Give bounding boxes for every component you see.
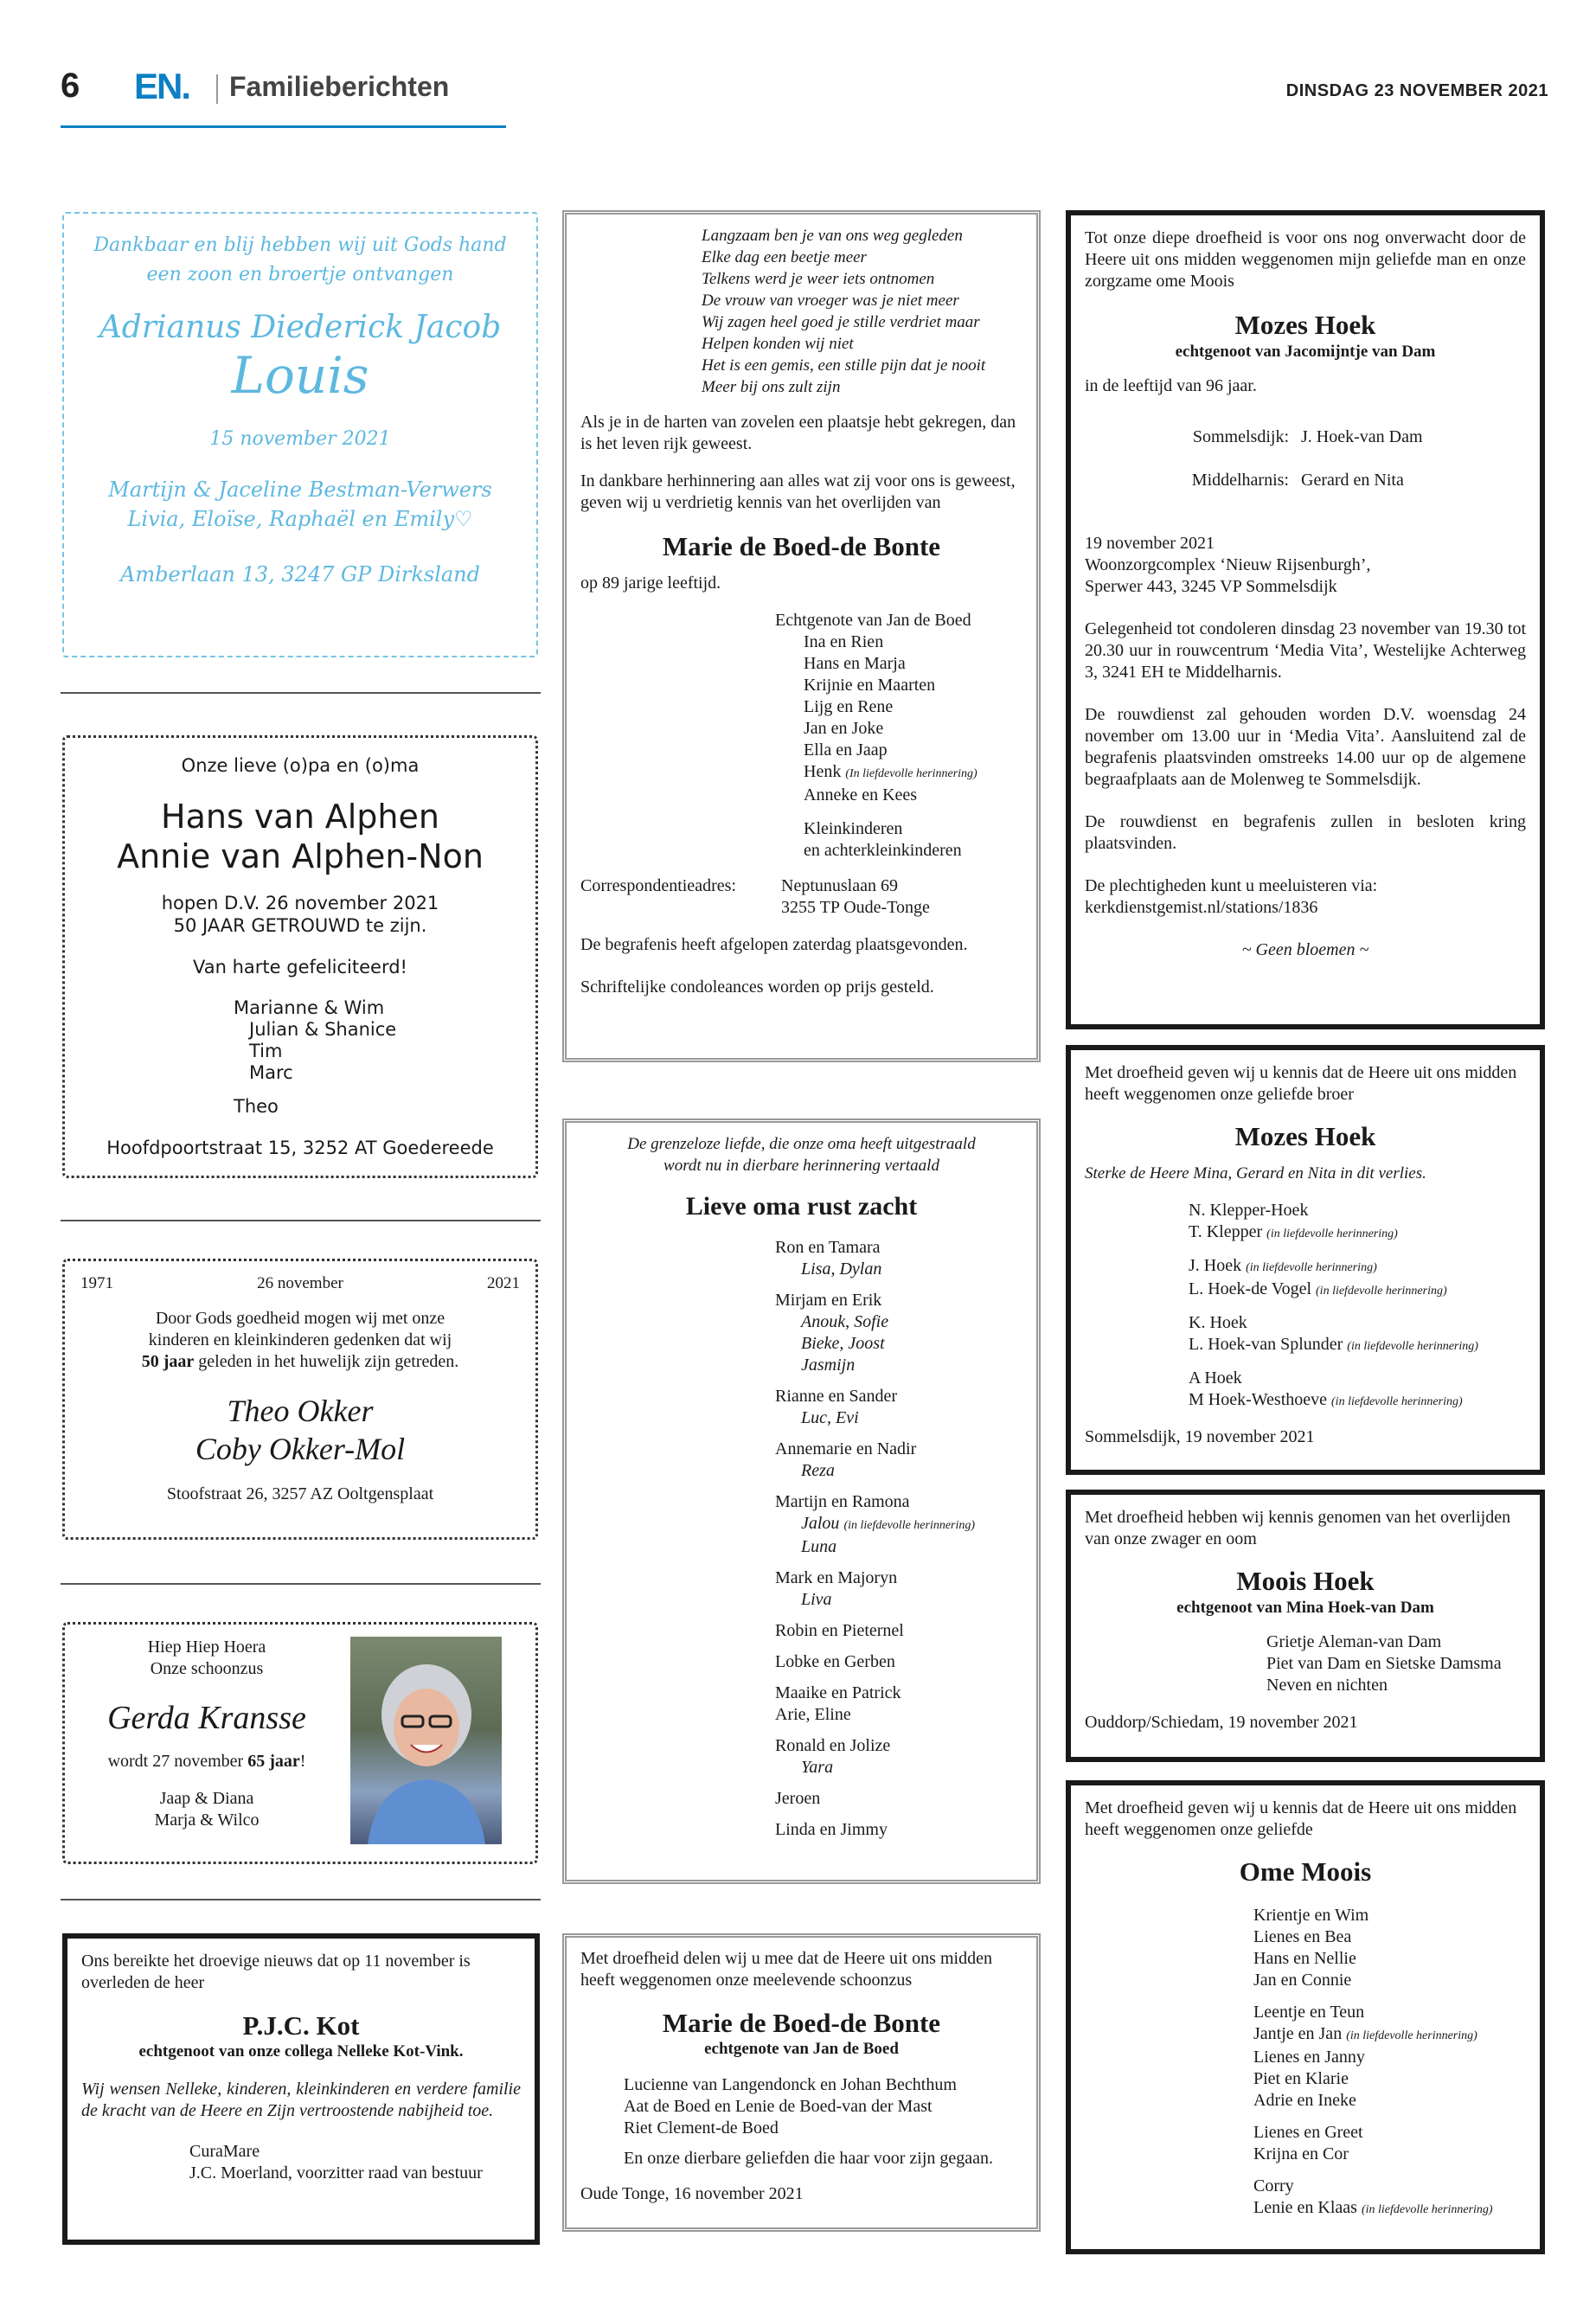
mozes-family-row — [1085, 470, 1526, 491]
family-line: Lienes en Janny — [1253, 2048, 1365, 2067]
family-couple: Mark en Majoryn — [775, 1568, 898, 1587]
birth-siblings: Livia, Eloïse, Raphaël en Emily♡ — [127, 507, 473, 531]
family-name: M Hoek-Westhoeve — [1189, 1390, 1328, 1409]
mozes2-sterkte: Sterke de Heere Mina, Gerard en Nita in dit verlies. — [1085, 1164, 1426, 1183]
memory-note: (in liefdevolle herinnering) — [843, 1519, 976, 1532]
okker-name1: Theo Okker — [227, 1394, 374, 1428]
kot-wish: Wij wensen Nelleke, kinderen, kleinkinderen en verdere familie de kracht van de Heere en Zijn vertroostende nabijheid toe. — [81, 2080, 521, 2120]
mozes2-name: Mozes Hoek — [1234, 1121, 1376, 1151]
family-line: Piet en Klarie — [1253, 2069, 1349, 2088]
deboed-condolences: Schriftelijke condoleances worden op prijs gesteld. — [580, 977, 934, 997]
column-divider — [61, 692, 541, 694]
family-line — [1189, 1221, 1526, 1245]
memory-note: (in liefdevolle herinnering) — [1361, 2203, 1493, 2216]
deboed-name: Marie de Boed-de Bonte — [662, 531, 941, 561]
family-line — [1253, 2023, 1526, 2047]
header-divider — [216, 74, 218, 104]
anniversary-line1: hopen D.V. 26 november 2021 — [161, 893, 439, 913]
birthday-line2: Onze schoonzus — [150, 1659, 264, 1678]
family-line — [1189, 1312, 1526, 1334]
deboed2-family — [624, 2074, 1022, 2170]
header-rule — [61, 125, 506, 128]
family-name: J. Hoek — [1189, 1256, 1242, 1275]
mozes-name: Mozes Hoek — [1234, 310, 1376, 340]
family-member: Theo — [234, 1096, 279, 1117]
kid-jalou: Jalou — [801, 1514, 840, 1533]
moois-family — [1266, 1631, 1526, 1696]
family-line: Aat de Boed en Lenie de Boed-van der Mast — [624, 2097, 933, 2116]
family-line: Neven en nichten — [1266, 1676, 1388, 1695]
family-couple: Rianne en Sander — [775, 1387, 898, 1406]
okker-text3-rest: geleden in het huwelijk zijn getreden. — [194, 1352, 459, 1371]
family-couple: Robin en Pieternel — [775, 1621, 904, 1640]
age-post: ! — [299, 1752, 306, 1771]
memory-note: (in liefdevolle herinnering) — [1246, 1261, 1377, 1274]
oma-title: Lieve oma rust zacht — [685, 1192, 918, 1221]
anniversary-okker — [62, 1259, 538, 1540]
deboed2-name: Marie de Boed-de Bonte — [662, 2008, 941, 2038]
child — [804, 761, 1022, 785]
memory-note: (In liefdevolle herinnering) — [845, 767, 977, 780]
birthday-age — [77, 1751, 337, 1772]
anniversary-name2: Annie van Alphen-Non — [117, 837, 484, 875]
poem-line: Meer bij ons zult zijn — [702, 378, 841, 396]
notice-de-boed — [562, 210, 1041, 1062]
child: Jan en Joke — [804, 719, 884, 738]
kot-sub: echtgenoot van onze collega Nelleke Kot-Vink. — [138, 2042, 464, 2061]
birth-announcement — [62, 212, 538, 657]
memory-note: (in liefdevolle herinnering) — [1347, 1340, 1478, 1353]
anniversary-family — [234, 997, 518, 1084]
family-kids: Lisa, Dylan — [801, 1259, 882, 1279]
mozes-address — [1085, 533, 1526, 598]
birthday-name: Gerda Kransse — [107, 1700, 306, 1736]
notice-mozes-hoek — [1066, 210, 1545, 1029]
family-kids: Jasmijn — [801, 1356, 856, 1375]
family-name: Jantje en Jan — [1253, 2024, 1343, 2043]
family-couple: Linda en Jimmy — [775, 1820, 888, 1839]
okker-address: Stoofstraat 26, 3257 AZ Ooltgensplaat — [166, 1484, 434, 1503]
okker-years-bold: 50 jaar — [141, 1352, 195, 1371]
poem-line: Langzaam ben je van ons weg gegleden — [702, 227, 963, 245]
notice-mozes-hoek-broer — [1066, 1045, 1545, 1475]
family-line: Grietje Aleman-van Dam — [1266, 1632, 1442, 1651]
corr-city: 3255 TP Oude-Tonge — [781, 898, 930, 917]
family-member: Tim — [249, 1041, 283, 1061]
omemoois-intro: Met droefheid geven wij u kennis dat de Heere uit ons midden heeft weggenomen onze geliefde — [1085, 1798, 1517, 1839]
poem-line: Helpen konden wij niet — [702, 335, 854, 353]
column-divider — [61, 1220, 541, 1221]
family-place: Middelharnis: — [1191, 471, 1289, 490]
mozes-listen: De plechtigheden kunt u meeluisteren via: — [1085, 876, 1378, 895]
okker-text1: Door Gods goedheid mogen wij met onze — [155, 1309, 445, 1328]
page-number: 6 — [61, 67, 80, 105]
family-closing: En onze dierbare geliefden die haar voor zijn gegaan. — [624, 2149, 994, 2168]
family-place: Sommelsdijk: — [1192, 427, 1289, 446]
anniversary-line2: 50 JAAR GETROUWD te zijn. — [173, 915, 427, 936]
child: Ella en Jaap — [804, 740, 888, 760]
family-line: Adrie en Ineke — [1253, 2091, 1356, 2110]
mozes-url[interactable]: kerkdienstgemist.nl/stations/1836 — [1085, 898, 1318, 917]
oma-intro2: wordt nu in dierbare herinnering vertaald — [663, 1157, 939, 1175]
address-line: Woonzorgcomplex ‘Nieuw Rijsenburgh’, — [1085, 555, 1371, 574]
anniversary-name1: Hans van Alphen — [161, 798, 439, 836]
kot-sign: J.C. Moerland, voorzitter raad van bestuur — [189, 2163, 483, 2182]
birthday-from2: Marja & Wilco — [154, 1811, 260, 1830]
family-line: Lienes en Greet — [1253, 2123, 1363, 2142]
notice-de-boed-2 — [562, 1933, 1041, 2232]
child: Lijg en Rene — [804, 697, 894, 716]
family-line — [1189, 1334, 1526, 1357]
notice-lieve-oma — [562, 1118, 1041, 1884]
family-member: Marianne & Wim — [234, 997, 385, 1018]
memory-note: (in liefdevolle herinnering) — [1346, 2029, 1477, 2042]
birth-line2: een zoon en broertje ontvangen — [146, 264, 454, 285]
family-couple: Martijn en Ramona — [775, 1492, 910, 1511]
poem — [702, 225, 1022, 398]
deboed2-sub: echtgenote van Jan de Boed — [704, 2040, 899, 2058]
anniversary-van-alphen — [62, 735, 538, 1178]
family-line: Riet Clement-de Boed — [624, 2118, 779, 2138]
birth-call-name: Louis — [231, 346, 369, 405]
address-line: 19 november 2021 — [1085, 534, 1215, 553]
mozes-flowers: ~ Geen bloemen ~ — [1241, 940, 1369, 959]
year-to: 2021 — [486, 1274, 520, 1292]
family-line — [1189, 1279, 1526, 1302]
moois-intro: Met droefheid hebben wij kennis genomen van het overlijden van onze zwager en oom — [1085, 1508, 1511, 1548]
child: Krijnie en Maarten — [804, 676, 936, 695]
deboed-age: op 89 jarige leeftijd. — [580, 574, 721, 593]
newspaper-logo[interactable]: EN. — [134, 66, 190, 106]
age-bold: 65 jaar — [247, 1752, 300, 1771]
corr-address — [781, 875, 930, 919]
moois-place: Ouddorp/Schiedam, 19 november 2021 — [1085, 1713, 1358, 1732]
okker-text3 — [80, 1351, 520, 1373]
omemoois-name: Ome Moois — [1239, 1856, 1372, 1887]
poem-line: Elke dag een beetje meer — [702, 248, 867, 266]
family-line — [1189, 1200, 1526, 1221]
page-header — [61, 62, 1548, 131]
memory-note: (in liefdevolle herinnering) — [1331, 1395, 1463, 1408]
anniversary-congrats: Van harte gefeliciteerd! — [193, 957, 407, 977]
birth-address: Amberlaan 13, 3247 GP Dirksland — [119, 562, 480, 586]
issue-date: DINSDAG 23 NOVEMBER 2021 — [1285, 81, 1548, 100]
grandchildren: Kleinkinderen — [804, 819, 903, 838]
family-kids: Luc, Evi — [801, 1408, 859, 1427]
family-name: K. Hoek — [1189, 1313, 1247, 1332]
family-name: L. Hoek-de Vogel — [1189, 1279, 1312, 1298]
family-line: Lucienne van Langendonck en Johan Bechthum — [624, 2075, 957, 2094]
family-name: Lenie en Klaas — [1253, 2198, 1357, 2217]
okker-name2: Coby Okker-Mol — [195, 1432, 406, 1466]
family-kids — [775, 1513, 1022, 1536]
mozes-private: De rouwdienst en begrafenis zullen in besloten kring plaatsvinden. — [1085, 812, 1526, 853]
anniversary-address: Hoofdpoortstraat 15, 3252 AT Goedereede — [106, 1138, 494, 1158]
moois-name: Moois Hoek — [1236, 1566, 1375, 1596]
mozes-condole: Gelegenheid tot condoleren dinsdag 23 november van 19.30 tot 20.30 uur in rouwcentrum ‘Media Vita’, Westelijke Achterweg 3, 3241 EH te Middelharnis. — [1085, 619, 1526, 682]
mozes-intro: Tot onze diepe droefheid is voor ons nog onverwacht door de Heere uit ons midden weggenomen mijn geliefde man en onze zorgzame ome Moois — [1085, 228, 1526, 291]
corr-street: Neptunuslaan 69 — [781, 876, 898, 895]
family-line: Krijna en Cor — [1253, 2144, 1349, 2163]
poem-line: Wij zagen heel goed je stille verdriet maar — [702, 313, 980, 331]
correspondence — [580, 875, 1022, 919]
family-couple: Ron en Tamara — [775, 1238, 881, 1257]
birth-full-name: Adrianus Diederick Jacob — [99, 310, 502, 345]
anniversary-years — [80, 1273, 520, 1294]
family-kids: Yara — [801, 1758, 834, 1777]
family-line — [1189, 1368, 1526, 1389]
child: Hans en Marja — [804, 654, 906, 673]
family-kids: Luna — [801, 1537, 837, 1556]
birthday-text — [77, 1637, 337, 1831]
section-title: Familieberichten — [229, 71, 450, 102]
family-kids: Anouk, Sofie — [801, 1312, 889, 1331]
mozes2-intro: Met droefheid geven wij u kennis dat de Heere uit ons midden heeft weggenomen onze geliefde broer — [1085, 1063, 1517, 1104]
family-member: Julian & Shanice — [249, 1019, 397, 1040]
address-line: Sperwer 443, 3245 VP Sommelsdijk — [1085, 577, 1337, 596]
kot-org: CuraMare — [189, 2142, 260, 2161]
birth-line1: Dankbaar en blij hebben wij uit Gods hand — [93, 234, 507, 256]
deboed2-intro: Met droefheid delen wij u mee dat de Heere uit ons midden heeft weggenomen onze meelevende schoonzus — [580, 1949, 992, 1990]
deboed-para1: Als je in de harten van zovelen een plaatsje hebt gekregen, dan is het leven rijk geweest. — [580, 413, 1016, 453]
oma-intro1: De grenzeloze liefde, die onze oma heeft uitgestraald — [627, 1135, 976, 1153]
column-divider — [61, 1583, 541, 1585]
birthday-kransse — [62, 1622, 538, 1864]
child-henk: Henk — [804, 762, 842, 781]
mozes-sub: echtgenoot van Jacomijntje van Dam — [1175, 343, 1436, 361]
deboed-spouse: Echtgenote van Jan de Boed — [775, 611, 971, 630]
poem-line: De vrouw van vroeger was je niet meer — [702, 292, 959, 310]
child: Ina en Rien — [804, 632, 884, 651]
family-line: Corry — [1253, 2176, 1294, 2195]
family-kids: Arie, Eline — [775, 1705, 851, 1724]
family-line — [1189, 1389, 1526, 1413]
family-line: Leentje en Teun — [1253, 2003, 1365, 2022]
year-from: 1971 — [80, 1274, 113, 1292]
birthday-from1: Jaap & Diana — [159, 1789, 254, 1808]
birthday-line1: Hiep Hiep Hoera — [147, 1638, 266, 1657]
deboed2-place: Oude Tonge, 16 november 2021 — [580, 2184, 804, 2203]
poem-line: Het is een gemis, een stille pijn dat je nooit — [702, 356, 986, 375]
family-couple: Maaike en Patrick — [775, 1683, 901, 1702]
family-couple: Lobke en Gerben — [775, 1652, 895, 1671]
family-line: Piet van Dam en Sietske Damsma — [1266, 1654, 1502, 1673]
family-line — [1253, 2197, 1526, 2221]
birth-date: 15 november 2021 — [209, 428, 391, 450]
family-couple: Mirjam en Erik — [775, 1291, 882, 1310]
family-couple: Annemarie en Nadir — [775, 1439, 917, 1458]
family-couple: Ronald en Jolize — [775, 1736, 891, 1755]
notice-ome-moois — [1066, 1780, 1545, 2254]
mozes-age: in de leeftijd van 96 jaar. — [1085, 376, 1257, 395]
poem-line: Telkens werd je weer iets ontnomen — [702, 270, 935, 288]
deboed-children — [804, 631, 1022, 862]
corr-label: Correspondentieadres: — [580, 876, 736, 895]
family-name: T. Klepper — [1189, 1222, 1263, 1241]
family-line: Krientje en Wim — [1253, 1906, 1369, 1925]
family-name: A Hoek — [1189, 1368, 1242, 1388]
okker-text2: kinderen en kleinkinderen gedenken dat wij — [148, 1330, 452, 1349]
portrait-icon — [350, 1637, 502, 1844]
family-couple: Jeroen — [775, 1789, 821, 1808]
omemoois-family — [1253, 1905, 1526, 2221]
memory-note: (in liefdevolle herinnering) — [1266, 1227, 1398, 1240]
mozes-family-row — [1085, 426, 1526, 448]
family-line: Hans en Nellie — [1253, 1949, 1356, 1968]
anniversary-intro: Onze lieve (o)pa en (o)ma — [181, 755, 420, 776]
family-names: Gerard en Nita — [1301, 471, 1404, 490]
family-member: Marc — [249, 1062, 293, 1083]
oma-family-list — [775, 1237, 1022, 1841]
birth-parents: Martijn & Jaceline Bestman-Verwers — [108, 478, 492, 502]
family-line — [1189, 1255, 1526, 1279]
anniversary-date: 26 november — [257, 1274, 343, 1292]
kot-intro: Ons bereikte het droevige nieuws dat op 11 november is overleden de heer — [81, 1952, 471, 1992]
notice-kot — [62, 1933, 540, 2245]
age-pre: wordt 27 november — [107, 1752, 248, 1771]
mozes-service: De rouwdienst zal gehouden worden D.V. woensdag 24 november om 13.00 uur in ‘Media Vita’. Aansluitend zal de begrafenis plaatsvinden omstreeks 14.00 uur op de algemene begraafplaats aan de Molenweg te Sommelsdijk. — [1085, 705, 1526, 789]
kot-name: P.J.C. Kot — [242, 2010, 360, 2041]
family-names: J. Hoek-van Dam — [1301, 427, 1423, 446]
family-kids: Liva — [801, 1590, 832, 1609]
family-kids: Bieke, Joost — [801, 1334, 885, 1353]
deboed-funeral: De begrafenis heeft afgelopen zaterdag plaatsgevonden. — [580, 935, 968, 954]
column-divider — [61, 1899, 541, 1900]
moois-sub: echtgenoot van Mina Hoek-van Dam — [1176, 1599, 1434, 1617]
mozes2-family — [1189, 1200, 1526, 1413]
deboed-para2: In dankbare herhinnering aan alles wat zij voor ons is geweest, geven wij u verdrietig kennis van het overlijden van — [580, 471, 1016, 512]
notice-moois-hoek — [1066, 1490, 1545, 1762]
family-kids: Reza — [801, 1461, 835, 1480]
family-line: Lienes en Bea — [1253, 1927, 1352, 1946]
portrait-photo — [350, 1637, 502, 1844]
family-line: Jan en Connie — [1253, 1971, 1352, 1990]
great-grandchildren: en achterkleinkinderen — [804, 841, 962, 860]
family-name: N. Klepper-Hoek — [1189, 1201, 1309, 1220]
family-name: L. Hoek-van Splunder — [1189, 1335, 1343, 1354]
child: Anneke en Kees — [804, 785, 918, 804]
mozes2-place: Sommelsdijk, 19 november 2021 — [1085, 1427, 1315, 1446]
memory-note: (in liefdevolle herinnering) — [1316, 1285, 1447, 1298]
